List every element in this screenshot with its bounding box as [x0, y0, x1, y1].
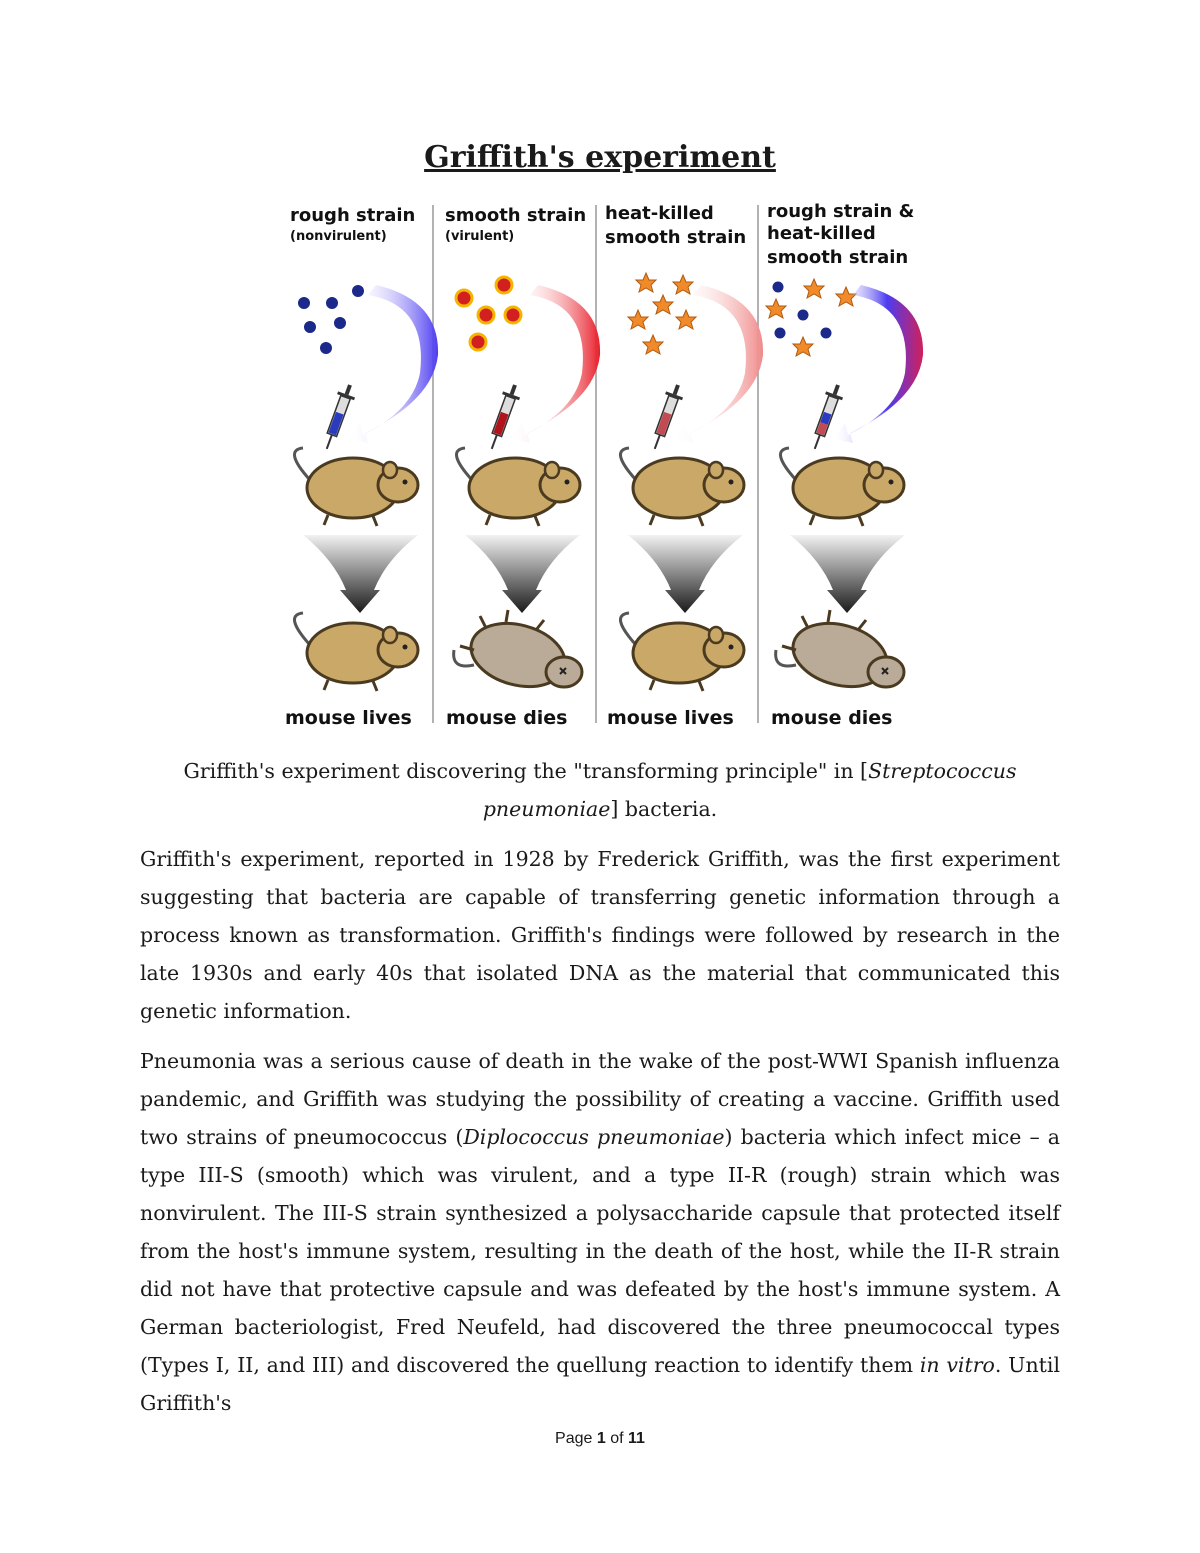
curved-arrow-icon	[673, 285, 763, 443]
mouse-alive-icon	[620, 613, 744, 691]
rough-bacterium-icon	[821, 328, 832, 339]
smooth-bacterium-icon	[478, 307, 494, 323]
down-arrow-icon	[628, 535, 743, 613]
heat-killed-bacterium-icon	[628, 310, 648, 329]
heat-killed-bacterium-icon	[766, 299, 786, 318]
col4-label-line2: heat-killed	[767, 223, 876, 244]
caption-species: Streptococcus pneumoniae	[482, 759, 1017, 821]
syringe-icon	[483, 382, 523, 452]
mixed-bacteria-group	[766, 279, 856, 356]
heat-killed-bacterium-icon	[793, 337, 813, 356]
caption-text: Griffith's experiment discovering the "transforming principle" in [	[183, 759, 869, 783]
rough-bacterium-icon	[320, 342, 332, 354]
rough-bacteria-group	[298, 285, 364, 354]
col2-outcome: mouse dies	[446, 707, 568, 729]
mouse-alive-icon	[294, 613, 418, 691]
heat-killed-bacterium-icon	[653, 295, 673, 314]
heat-killed-bacterium-icon	[636, 273, 656, 292]
col2-label-line1: smooth strain	[445, 205, 587, 226]
paragraph-2-part3: . Until Griffith's	[140, 1353, 1060, 1415]
smooth-bacterium-icon	[470, 334, 486, 350]
paragraph-2	[140, 1042, 1060, 1422]
col3-outcome: mouse lives	[607, 707, 734, 729]
mouse-alive-icon	[780, 448, 904, 526]
mouse-dead-icon	[776, 610, 904, 696]
col2-label-line2: (virulent)	[445, 229, 515, 244]
page-title: Griffith's experiment	[424, 140, 776, 175]
rough-bacterium-icon	[326, 297, 338, 309]
smooth-bacteria-group	[456, 277, 521, 350]
rough-bacterium-icon	[304, 321, 316, 333]
paragraph-2-species: Diplococcus pneumoniae	[463, 1125, 725, 1149]
col1-label-line1: rough strain	[290, 205, 416, 226]
curved-arrow-icon	[510, 285, 600, 443]
footer-page-word: Page	[555, 1430, 593, 1447]
col4-label-line3: smooth strain	[767, 247, 909, 268]
footer-of-word: of	[610, 1430, 624, 1447]
footer-page-total: 11	[628, 1430, 645, 1447]
mouse-alive-icon	[294, 448, 418, 526]
caption-text-end: ] bacteria.	[610, 797, 718, 821]
paragraph-2-part2: ) bacteria which infect mice – a type III-S (smooth) which was virulent, and a type II-R (rough) strain which was nonvirulent. The III-S strain synthesized a polysaccharide capsule that protected itself from the host's immune system, resulting in the death of the host, while the II-R strain did not have that protective capsule and was defeated by the host's immune system. A German bacteriologist, Fred Neufeld, had discovered the three pneumococcal types (Types I, II, and III) and discovered the quellung reaction to identify them	[140, 1125, 1060, 1377]
col1-outcome: mouse lives	[285, 707, 412, 729]
rough-bacterium-icon	[798, 310, 809, 321]
smooth-bacterium-icon	[496, 277, 512, 293]
rough-bacterium-icon	[352, 285, 364, 297]
down-arrow-icon	[465, 535, 580, 613]
page-footer	[0, 1430, 1200, 1448]
footer-page-number: 1	[596, 1430, 606, 1447]
heat-killed-bacterium-icon	[673, 275, 693, 294]
paragraph-2-part1: Pneumonia was a serious cause of death in the wake of the post-WWI Spanish influenza pandemic, and Griffith was studying the possibility of creating a vaccine. Griffith used two strains of pneumococcus (	[140, 1049, 1060, 1149]
figure-caption	[140, 752, 1060, 828]
rough-bacterium-icon	[773, 282, 784, 293]
col1-label-line2: (nonvirulent)	[290, 229, 387, 244]
rough-bacterium-icon	[298, 297, 310, 309]
down-arrow-icon	[303, 535, 418, 613]
rough-bacterium-icon	[775, 328, 786, 339]
col3-label-line1: heat-killed	[605, 203, 714, 224]
mouse-alive-icon	[620, 448, 744, 526]
syringe-icon	[806, 382, 846, 452]
col3-label-line2: smooth strain	[605, 227, 747, 248]
curved-arrow-icon	[833, 285, 923, 443]
heat-killed-bacterium-icon	[804, 279, 824, 298]
down-arrow-icon	[790, 535, 905, 613]
heat-killed-bacterium-icon	[836, 287, 856, 306]
heat-killed-bacterium-icon	[643, 335, 663, 354]
mouse-alive-icon	[456, 448, 580, 526]
col4-outcome: mouse dies	[771, 707, 893, 729]
heat-killed-bacterium-icon	[676, 310, 696, 329]
curved-arrow-icon	[348, 285, 438, 443]
col4-label-line1: rough strain &	[767, 201, 915, 222]
syringe-icon	[318, 382, 358, 452]
rough-bacterium-icon	[334, 317, 346, 329]
paragraph-1: Griffith's experiment, reported in 1928 by Frederick Griffith, was the first experiment suggesting that bacteria are capable of transferring genetic information through a process known as transformation. Griffith's findings were followed by research in the late 1930s and early 40s that isolated DNA as the material that communicated this genetic information.	[140, 847, 1060, 1023]
smooth-bacterium-icon	[456, 290, 472, 306]
heat-killed-bacteria-group	[628, 273, 696, 354]
griffith-experiment-figure	[268, 195, 932, 735]
paragraph-2-in-vitro: in vitro	[919, 1353, 995, 1377]
smooth-bacterium-icon	[505, 307, 521, 323]
syringe-icon	[646, 382, 686, 452]
mouse-dead-icon	[454, 610, 582, 696]
